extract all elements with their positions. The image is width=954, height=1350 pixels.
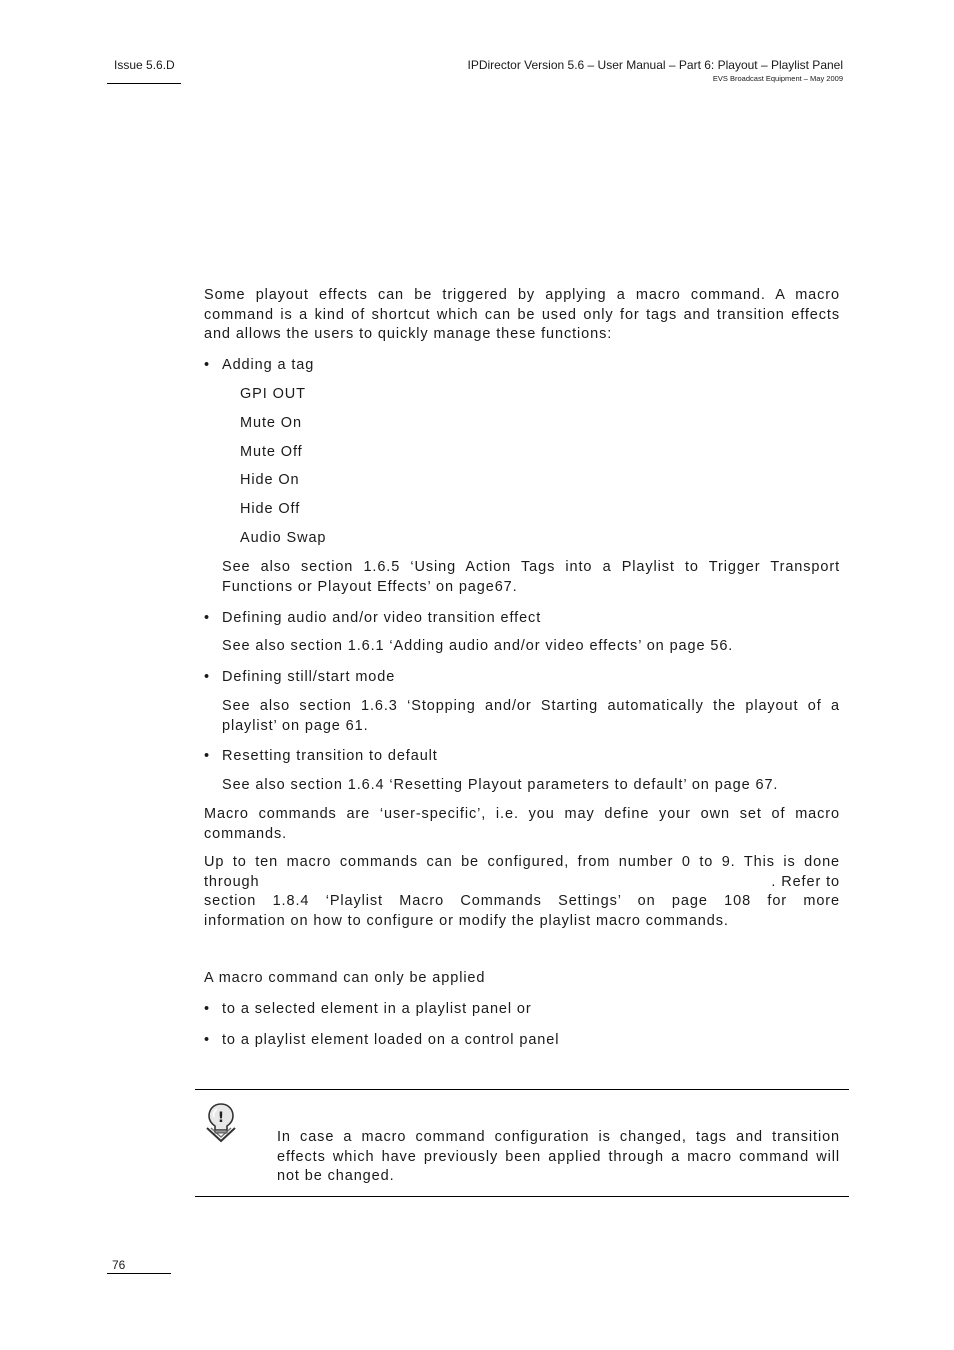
see-also-reset: See also section 1.6.4 ‘Resetting Playout parameters to default’ on page 67. xyxy=(222,777,779,793)
header-title: IPDirector Version 5.6 – User Manual – Part 6: Playout – Playlist Panel xyxy=(467,58,843,72)
bullet-dot: • xyxy=(204,610,210,626)
note-icon xyxy=(203,1101,239,1143)
tag-item: GPI OUT xyxy=(240,386,306,402)
user-specific-paragraph: Macro commands are ‘user-specific’, i.e. you may define your own set of macro commands. xyxy=(204,806,840,842)
bullet-reset: • Resetting transition to default xyxy=(204,747,438,767)
config-line: through . Refer to xyxy=(204,873,840,890)
page-number: 76 xyxy=(112,1258,126,1272)
config-paragraph xyxy=(204,853,840,931)
tag-item: Mute Off xyxy=(240,444,303,460)
apply-intro: A macro command can only be applied xyxy=(204,970,486,986)
footer-rule xyxy=(107,1273,171,1274)
tag-item: Audio Swap xyxy=(240,530,327,546)
bullet-transition: • Defining audio and/or video transition effect xyxy=(204,609,541,629)
see-also-transition: See also section 1.6.1 ‘Adding audio and/or video effects’ on page 56. xyxy=(222,638,734,654)
tag-item: Hide Off xyxy=(240,501,301,517)
bullet-adding-tag: • Adding a tag xyxy=(204,356,314,376)
see-also-tags: See also section 1.6.5 ‘Using Action Tags into a Playlist to Trigger Transport Functions or Playout Effects’ on page67. xyxy=(222,559,840,595)
bullet-dot: • xyxy=(204,748,210,764)
header-rule xyxy=(107,83,181,84)
note-bottom-rule xyxy=(195,1196,849,1197)
svg-text:!: ! xyxy=(217,1110,225,1126)
see-also-still: See also section 1.6.3 ‘Stopping and/or Starting automatically the playout of a playlist’ on page 61. xyxy=(222,698,840,734)
apply-item: • to a playlist element loaded on a control panel xyxy=(204,1031,559,1051)
config-line: information on how to configure or modify the playlist macro commands. xyxy=(204,912,729,929)
header-subtitle: EVS Broadcast Equipment – May 2009 xyxy=(712,74,843,83)
bullet-dot: • xyxy=(204,1032,210,1048)
note-top-rule xyxy=(195,1089,849,1090)
intro-paragraph: Some playout effects can be triggered by applying a macro command. A macro command is a kind of shortcut which can be used only for tags and transition effects and allows the users to quickly manage these functions: xyxy=(204,287,840,342)
tag-item: Hide On xyxy=(240,472,300,488)
tag-item: Mute On xyxy=(240,415,302,431)
bullet-dot: • xyxy=(204,669,210,685)
bullet-dot: • xyxy=(204,1001,210,1017)
bullet-dot: • xyxy=(204,357,210,373)
apply-item: • to a selected element in a playlist panel or xyxy=(204,1000,532,1020)
config-line: Up to ten macro commands can be configured, from number 0 to 9. This is done xyxy=(204,854,840,870)
config-line: section 1.8.4 ‘Playlist Macro Commands Settings’ on page 108 for more xyxy=(204,893,840,909)
header-issue: Issue 5.6.D xyxy=(114,58,175,72)
note-text: In case a macro command configuration is changed, tags and transition effects which have previously been applied through a macro command will not be changed. xyxy=(277,1129,840,1184)
header-right xyxy=(467,58,843,83)
bullet-still-start: • Defining still/start mode xyxy=(204,668,395,688)
